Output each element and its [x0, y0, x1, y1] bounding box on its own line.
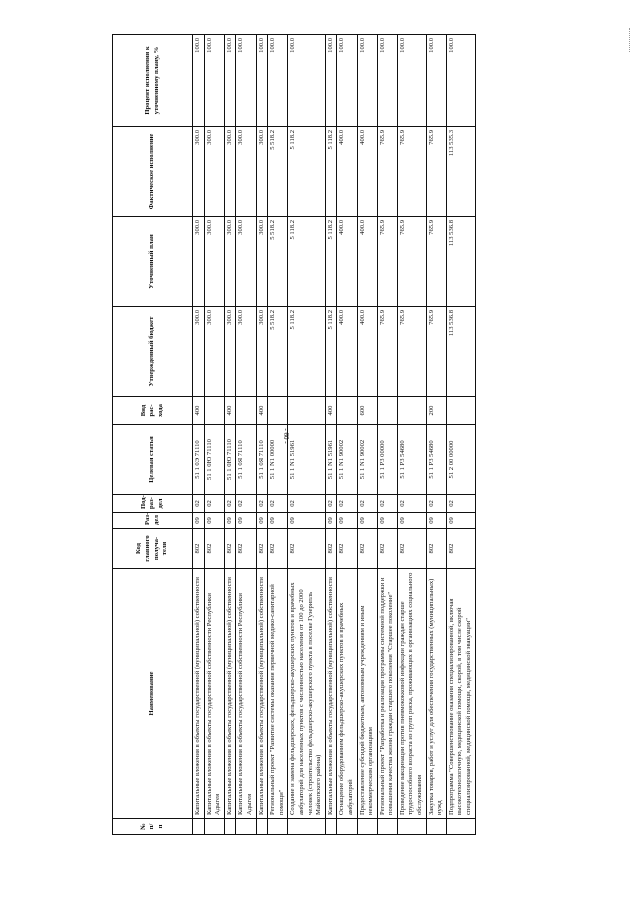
header-razdel: Раз-дел — [113, 513, 193, 529]
cell-fact: 5 118.2 — [325, 127, 337, 217]
cell-n — [288, 819, 325, 835]
header-name: Наименование — [113, 569, 193, 819]
cell-fact: 400.0 — [337, 127, 357, 217]
cell-statya: 51 1 0Ю 71110 — [224, 425, 236, 495]
table-row — [256, 35, 268, 835]
cell-percent: 100.0 — [204, 35, 224, 127]
cell-percent: 100.0 — [337, 35, 357, 127]
cell-razdel: 09 — [377, 513, 397, 529]
table-row — [268, 35, 288, 835]
cell-vid — [337, 397, 357, 425]
cell-n — [204, 819, 224, 835]
cell-budget: 5 118.2 — [325, 307, 337, 397]
cell-fact: 5 518.2 — [268, 127, 288, 217]
cell-percent: 100.0 — [357, 35, 377, 127]
table-row — [377, 35, 397, 835]
cell-n — [236, 819, 256, 835]
cell-plan: 300.0 — [224, 217, 236, 307]
cell-plan: 5 118.2 — [325, 217, 337, 307]
cell-vid: 400 — [325, 397, 337, 425]
cell-name: Региональный проект "Разработка и реализация программы системной поддержки и повышения качества жизни граждан старшего поколения "Старшее поколение" — [377, 569, 397, 819]
table-row — [236, 35, 256, 835]
cell-name: Капитальные вложения в объекты государственной собственности Республики Адыгея — [236, 569, 256, 819]
cell-vid: 200 — [426, 397, 446, 425]
cell-name: Оснащение оборудованием фельдшерско-акушерских пунктов и врачебных амбулаторий — [337, 569, 357, 819]
cell-fact: 400.0 — [357, 127, 377, 217]
table-row — [426, 35, 446, 835]
cell-budget: 300.0 — [236, 307, 256, 397]
cell-percent: 100.0 — [193, 35, 205, 127]
cell-n — [397, 819, 426, 835]
cell-kod: 802 — [337, 529, 357, 569]
cell-vid — [377, 397, 397, 425]
cell-name: Капитальные вложения в объекты государственной (муниципальной) собственности — [224, 569, 236, 819]
cell-plan: 5 518.2 — [268, 217, 288, 307]
cell-name: Капитальные вложения в объекты государственной (муниципальной) собственности — [256, 569, 268, 819]
cell-percent: 100.0 — [426, 35, 446, 127]
cell-razdel: 09 — [256, 513, 268, 529]
cell-statya: 51 1 0Ю 71110 — [204, 425, 224, 495]
cell-statya: 51 1 N1 51961 — [325, 425, 337, 495]
cell-percent: 100.0 — [446, 35, 475, 127]
cell-statya: 51 1 P3 54680 — [397, 425, 426, 495]
table-row — [397, 35, 426, 835]
cell-razdel: 09 — [224, 513, 236, 529]
cell-fact: 300.0 — [204, 127, 224, 217]
cell-fact: 300.0 — [193, 127, 205, 217]
cell-vid — [268, 397, 288, 425]
cell-n — [377, 819, 397, 835]
cell-kod: 802 — [236, 529, 256, 569]
cell-percent: 100.0 — [256, 35, 268, 127]
page-number: - 60 - — [282, 428, 290, 444]
cell-podrazdel: 02 — [337, 495, 357, 513]
header-plan: Уточненный план — [113, 217, 193, 307]
header-budget: Утвержденный бюджет — [113, 307, 193, 397]
cell-vid: 400 — [224, 397, 236, 425]
cell-percent: 100.0 — [268, 35, 288, 127]
header-podrazdel: Под-раз-дел — [113, 495, 193, 513]
cell-razdel: 09 — [426, 513, 446, 529]
cell-kod: 802 — [256, 529, 268, 569]
cell-budget: 765.9 — [377, 307, 397, 397]
cell-budget: 300.0 — [224, 307, 236, 397]
cell-plan: 765.9 — [377, 217, 397, 307]
cell-razdel: 09 — [236, 513, 256, 529]
cell-statya: 51 1 N1 90002 — [337, 425, 357, 495]
table-row — [288, 35, 325, 835]
cell-vid: 600 — [357, 397, 377, 425]
cell-podrazdel: 02 — [268, 495, 288, 513]
cell-name: Создание и замена фельдшерских, фельдшерско-акушерских пунктов и врачебных амбулаторий для населенных пунктов с численностью населения от 100 до 2000 человек (строительство фельдшерско-акушерского пункта в поселке Гузерипль Майкопского района) — [288, 569, 325, 819]
table-row — [193, 35, 205, 835]
cell-budget: 765.9 — [397, 307, 426, 397]
cell-vid — [397, 397, 426, 425]
header-kod: Код главного получа-теля — [113, 529, 193, 569]
cell-budget: 300.0 — [193, 307, 205, 397]
cell-vid: 400 — [193, 397, 205, 425]
cell-n — [357, 819, 377, 835]
margin-marks — [629, 28, 634, 52]
cell-budget: 400.0 — [357, 307, 377, 397]
cell-podrazdel: 02 — [377, 495, 397, 513]
table-row — [204, 35, 224, 835]
header-row — [113, 35, 193, 835]
cell-vid — [236, 397, 256, 425]
cell-kod: 802 — [325, 529, 337, 569]
cell-statya: 51 1 P3 00000 — [377, 425, 397, 495]
cell-plan: 300.0 — [193, 217, 205, 307]
header-fact: Фактическое исполнение — [113, 127, 193, 217]
cell-name: Капитальные вложения в объекты государственной собственности Республики Адыгея — [204, 569, 224, 819]
cell-razdel: 09 — [193, 513, 205, 529]
cell-kod: 802 — [224, 529, 236, 569]
cell-plan: 765.9 — [426, 217, 446, 307]
cell-statya: 51 1 0Э 71110 — [193, 425, 205, 495]
cell-name: Капитальные вложения в объекты государственной (муниципальной) собственности — [193, 569, 205, 819]
cell-podrazdel: 02 — [397, 495, 426, 513]
cell-budget: 5 118.2 — [288, 307, 325, 397]
cell-vid — [288, 397, 325, 425]
cell-podrazdel: 02 — [204, 495, 224, 513]
header-n: № п/п — [113, 819, 193, 835]
cell-name: Капитальные вложения в объекты государственной (муниципальной) собственности — [325, 569, 337, 819]
cell-kod: 802 — [288, 529, 325, 569]
cell-statya: 51 1 N1 51961 — [288, 425, 325, 495]
cell-kod: 802 — [397, 529, 426, 569]
cell-fact: 113 535.3 — [446, 127, 475, 217]
cell-vid — [204, 397, 224, 425]
cell-podrazdel: 02 — [446, 495, 475, 513]
cell-percent: 100.0 — [397, 35, 426, 127]
cell-fact: 765.9 — [397, 127, 426, 217]
header-percent: Процент исполнения к уточненному плану, % — [113, 35, 193, 127]
cell-podrazdel: 02 — [224, 495, 236, 513]
cell-podrazdel: 02 — [288, 495, 325, 513]
cell-razdel: 09 — [204, 513, 224, 529]
cell-plan: 113 536.8 — [446, 217, 475, 307]
cell-percent: 100.0 — [325, 35, 337, 127]
table-row — [337, 35, 357, 835]
cell-razdel: 09 — [446, 513, 475, 529]
cell-n — [224, 819, 236, 835]
cell-razdel: 09 — [325, 513, 337, 529]
cell-n — [446, 819, 475, 835]
cell-statya: 51 2 00 00000 — [446, 425, 475, 495]
cell-razdel: 09 — [268, 513, 288, 529]
cell-kod: 802 — [426, 529, 446, 569]
cell-statya: 51 1 0Я 71110 — [256, 425, 268, 495]
cell-name: Закупка товаров, работ и услуг для обеспечения государственных (муниципальных) нужд — [426, 569, 446, 819]
cell-vid: 400 — [256, 397, 268, 425]
cell-plan: 765.9 — [397, 217, 426, 307]
cell-statya: 51 1 P3 54680 — [426, 425, 446, 495]
cell-kod: 802 — [446, 529, 475, 569]
cell-vid — [446, 397, 475, 425]
cell-podrazdel: 02 — [325, 495, 337, 513]
cell-podrazdel: 02 — [236, 495, 256, 513]
cell-razdel: 09 — [357, 513, 377, 529]
cell-percent: 100.0 — [288, 35, 325, 127]
cell-fact: 300.0 — [256, 127, 268, 217]
cell-n — [426, 819, 446, 835]
cell-statya: 51 1 N1 90002 — [357, 425, 377, 495]
cell-plan: 400.0 — [357, 217, 377, 307]
cell-budget: 400.0 — [337, 307, 357, 397]
cell-razdel: 09 — [337, 513, 357, 529]
cell-plan: 300.0 — [236, 217, 256, 307]
cell-razdel: 09 — [288, 513, 325, 529]
cell-n — [256, 819, 268, 835]
cell-plan: 300.0 — [256, 217, 268, 307]
cell-statya: 51 1 0Я 71110 — [236, 425, 256, 495]
cell-percent: 100.0 — [377, 35, 397, 127]
cell-fact: 5 118.2 — [288, 127, 325, 217]
cell-budget: 765.9 — [426, 307, 446, 397]
cell-plan: 300.0 — [204, 217, 224, 307]
cell-budget: 300.0 — [204, 307, 224, 397]
cell-razdel: 09 — [397, 513, 426, 529]
cell-name: Предоставление субсидий бюджетным, автономным учреждениям и иным некоммерческим организациям — [357, 569, 377, 819]
cell-percent: 100.0 — [236, 35, 256, 127]
cell-statya: 51 1 N1 00000 — [268, 425, 288, 495]
cell-podrazdel: 02 — [357, 495, 377, 513]
cell-budget: 113 536.8 — [446, 307, 475, 397]
cell-kod: 802 — [357, 529, 377, 569]
cell-name: Проведение вакцинации против пневмококковой инфекции граждан старше трудоспособного возраста из групп риска, проживающих в организациях социального обслуживания — [397, 569, 426, 819]
cell-podrazdel: 02 — [256, 495, 268, 513]
table-row — [325, 35, 337, 835]
header-statya: Целевая статья — [113, 425, 193, 495]
cell-fact: 300.0 — [224, 127, 236, 217]
cell-plan: 400.0 — [337, 217, 357, 307]
cell-podrazdel: 02 — [426, 495, 446, 513]
table-row — [446, 35, 475, 835]
cell-n — [337, 819, 357, 835]
table-row — [357, 35, 377, 835]
cell-fact: 300.0 — [236, 127, 256, 217]
budget-table — [112, 34, 476, 835]
cell-percent: 100.0 — [224, 35, 236, 127]
cell-podrazdel: 02 — [193, 495, 205, 513]
header-vid: Вид рас-хода — [113, 397, 193, 425]
cell-kod: 802 — [377, 529, 397, 569]
table-body — [193, 35, 476, 835]
cell-n — [268, 819, 288, 835]
cell-name: Подпрограмма "Совершенствование оказания специализированной, включая высокотехнологичную, медицинской помощи, скорой, в том числе скорой специализированной, медицинской помощи, медицинской эвакуации" — [446, 569, 475, 819]
cell-name: Региональный проект "Развитие системы оказания первичной медико-санитарной помощи" — [268, 569, 288, 819]
rotated-table-container — [112, 35, 624, 835]
cell-n — [193, 819, 205, 835]
cell-plan: 5 118.2 — [288, 217, 325, 307]
cell-kod: 802 — [204, 529, 224, 569]
cell-fact: 765.9 — [377, 127, 397, 217]
cell-fact: 765.9 — [426, 127, 446, 217]
cell-budget: 300.0 — [256, 307, 268, 397]
table-row — [224, 35, 236, 835]
cell-budget: 5 518.2 — [268, 307, 288, 397]
cell-n — [325, 819, 337, 835]
cell-kod: 802 — [268, 529, 288, 569]
cell-kod: 802 — [193, 529, 205, 569]
